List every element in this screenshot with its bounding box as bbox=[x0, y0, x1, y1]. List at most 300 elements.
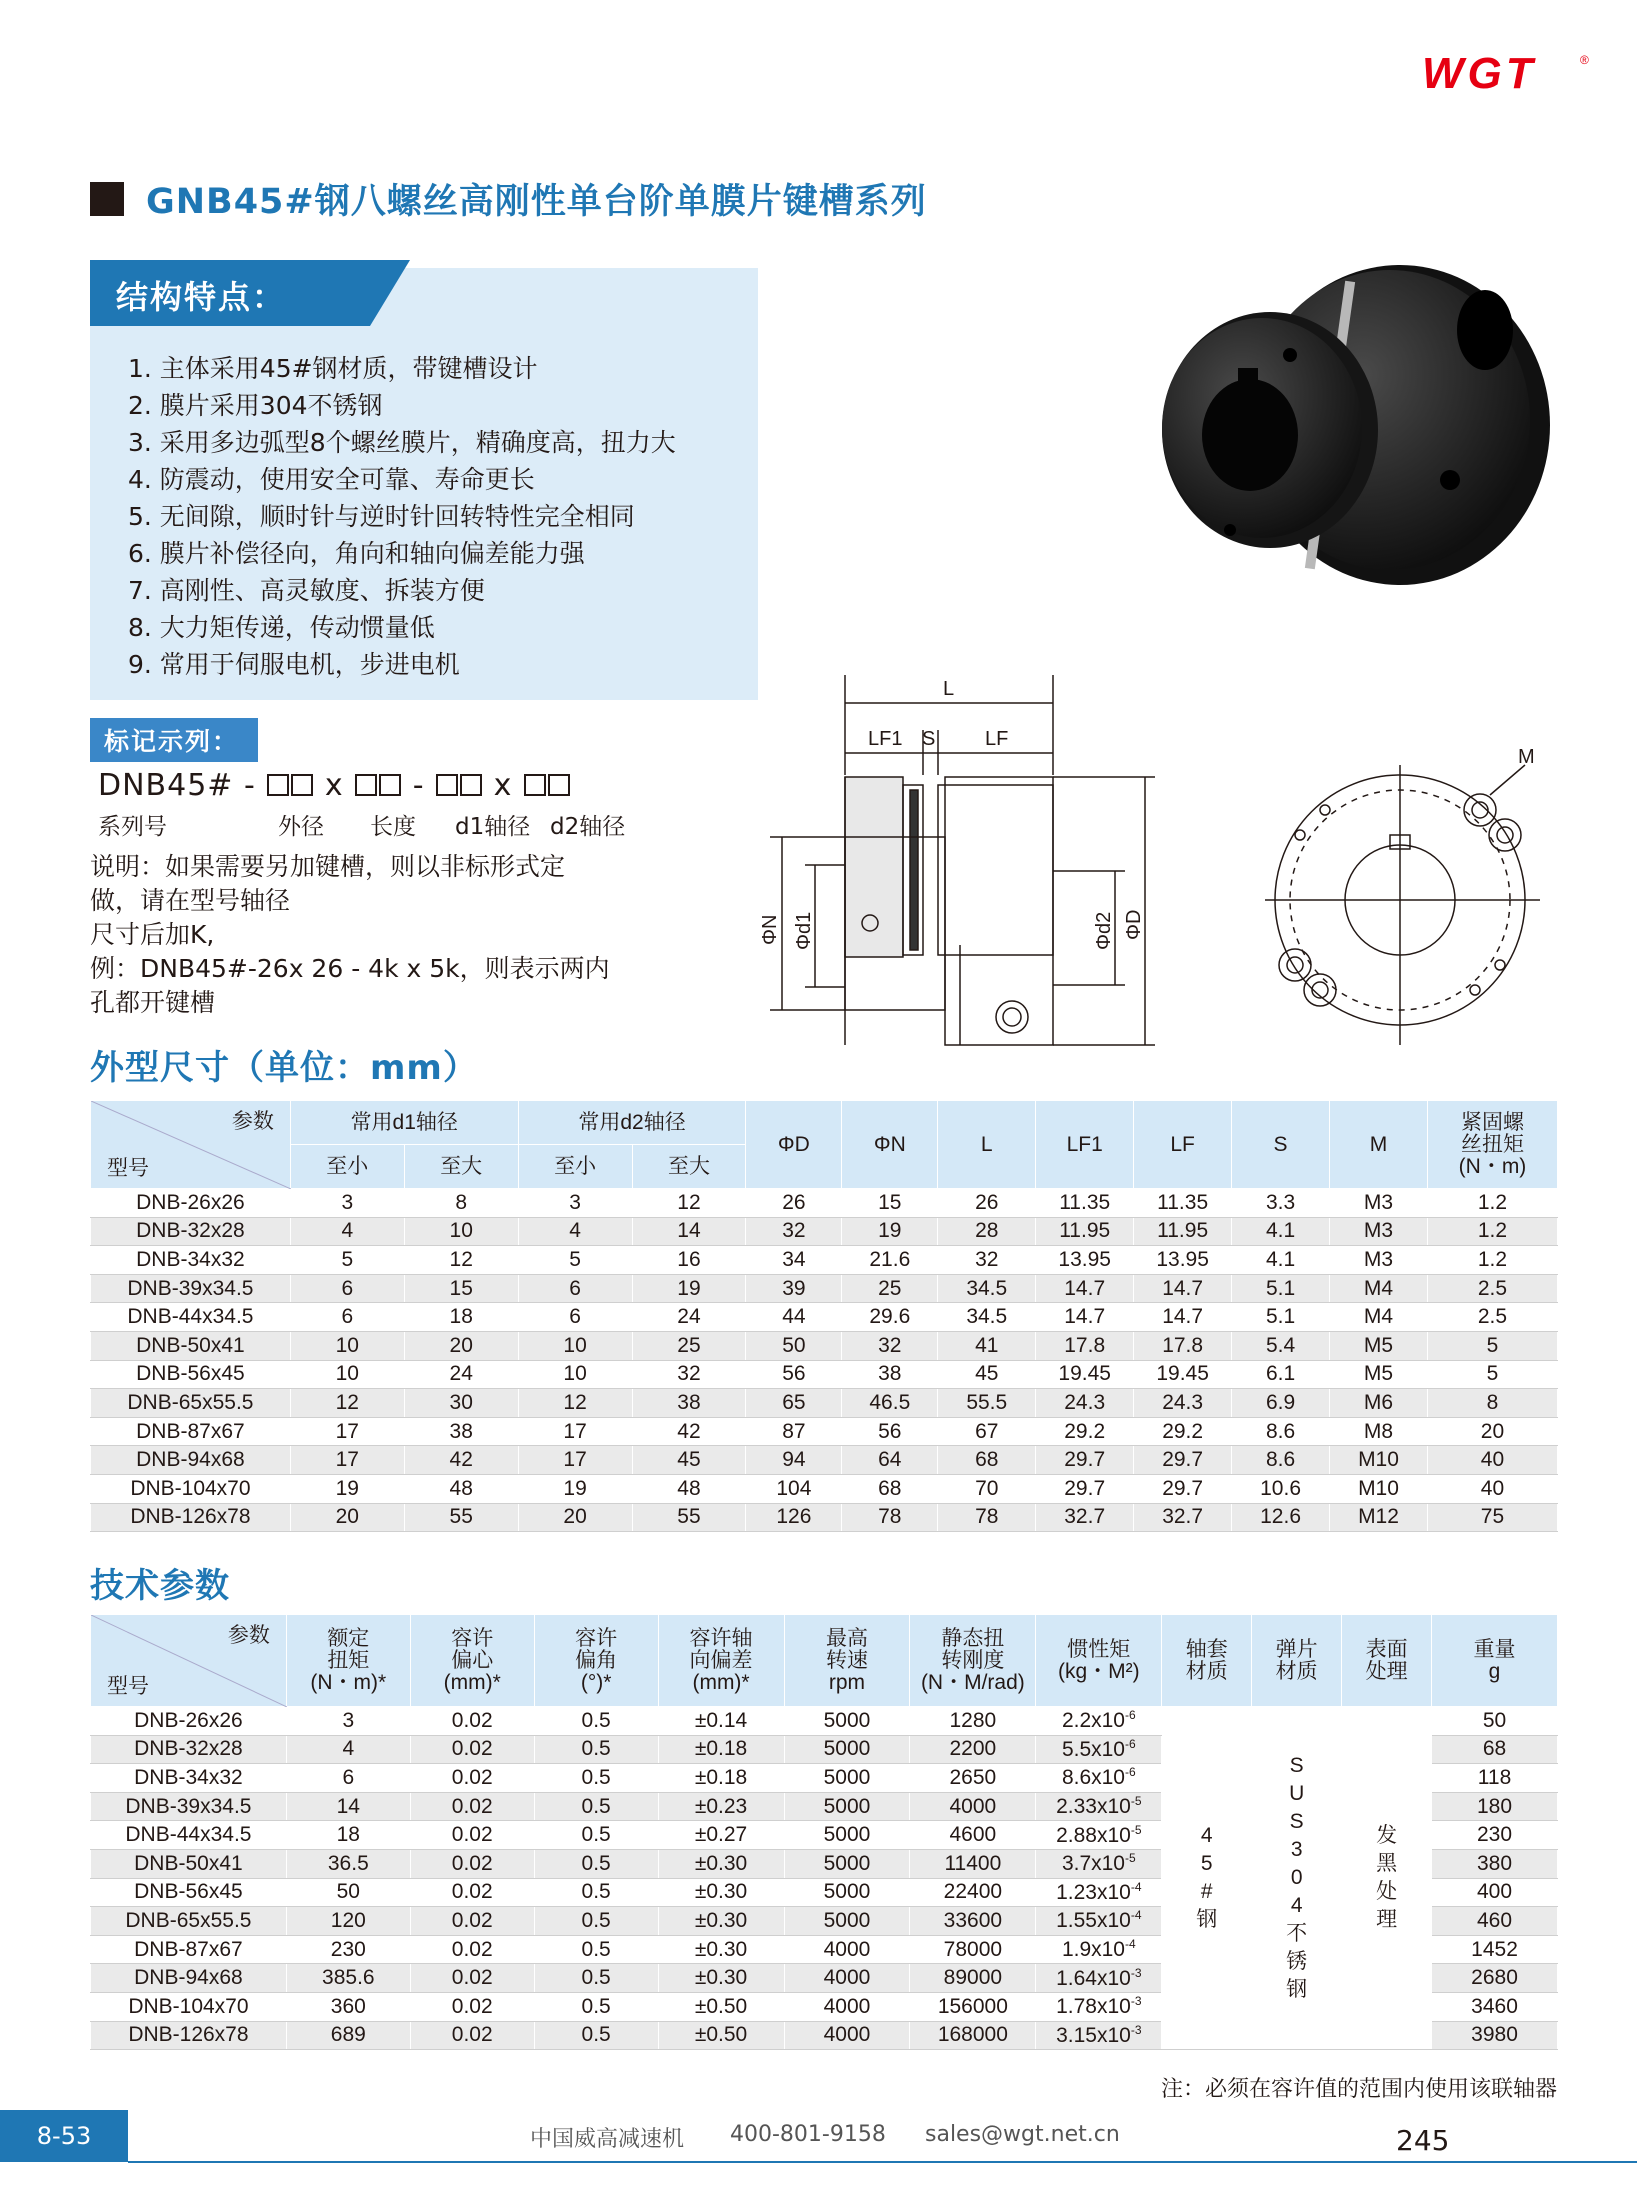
torque-header bbox=[1427, 1101, 1557, 1189]
features-list bbox=[128, 350, 676, 683]
dim-S: S bbox=[922, 728, 936, 750]
value-cell: 5000 bbox=[784, 1764, 910, 1793]
value-cell: 0.02 bbox=[410, 1964, 534, 1993]
value-cell: 126 bbox=[746, 1503, 842, 1532]
value-cell: 26 bbox=[746, 1189, 842, 1218]
value-cell: 0.5 bbox=[534, 1849, 658, 1878]
sleeve-material-char: # bbox=[1200, 1880, 1213, 1904]
value-cell: M4 bbox=[1330, 1274, 1428, 1303]
value-cell: 4 bbox=[286, 1735, 410, 1764]
value-cell: 0.5 bbox=[534, 1992, 658, 2021]
registered-mark: ® bbox=[1580, 53, 1589, 67]
col-header: ΦD bbox=[746, 1101, 842, 1189]
col-header: L bbox=[938, 1101, 1036, 1189]
value-cell: 40 bbox=[1427, 1474, 1557, 1503]
value-cell: 6 bbox=[286, 1764, 410, 1793]
table-row bbox=[91, 1707, 1558, 1736]
table-row bbox=[91, 1246, 1558, 1275]
value-cell: 6 bbox=[518, 1274, 632, 1303]
value-cell: 34.5 bbox=[938, 1303, 1036, 1332]
value-cell: ±0.30 bbox=[658, 1935, 784, 1964]
value-cell: 20 bbox=[1427, 1417, 1557, 1446]
inertia-mantissa: 3.7x10 bbox=[1061, 1852, 1125, 1876]
value-cell: 12 bbox=[404, 1246, 518, 1275]
value-cell: 10 bbox=[518, 1360, 632, 1389]
inertia-exponent: -3 bbox=[1130, 1994, 1142, 2009]
value-cell: ±0.30 bbox=[658, 1964, 784, 1993]
inertia-mantissa: 1.78x10 bbox=[1056, 1995, 1131, 2019]
note-line: 做，请在型号轴径 bbox=[90, 886, 291, 915]
col-header: S bbox=[1232, 1101, 1330, 1189]
value-cell: 11.95 bbox=[1134, 1217, 1232, 1246]
value-cell: 0.02 bbox=[410, 1992, 534, 2021]
section-number: 8-53 bbox=[0, 2110, 128, 2162]
param-label: 参数 bbox=[227, 1624, 270, 1647]
value-cell: M3 bbox=[1330, 1189, 1428, 1218]
model-cell: DNB-50x41 bbox=[91, 1331, 291, 1360]
value-cell: 5.1 bbox=[1232, 1303, 1330, 1332]
marking-label: 长度 bbox=[370, 814, 416, 840]
surface-treatment-char: 发 bbox=[1376, 1824, 1398, 1848]
surface-treatment-char: 处 bbox=[1376, 1880, 1398, 1904]
note-line: 说明：如果需要另加键槽，则以非标形式定 bbox=[90, 852, 566, 881]
value-cell: 29.2 bbox=[1036, 1417, 1134, 1446]
logo-text: WGT bbox=[1422, 52, 1537, 94]
placeholder-box bbox=[355, 774, 377, 796]
inertia-exponent: -5 bbox=[1130, 1794, 1142, 1809]
placeholder-box bbox=[436, 774, 458, 796]
value-cell: 11.35 bbox=[1134, 1189, 1232, 1218]
value-cell: 78000 bbox=[910, 1935, 1036, 1964]
placeholder-box bbox=[460, 774, 482, 796]
value-cell: ±0.50 bbox=[658, 2021, 784, 2050]
value-cell: 0.02 bbox=[410, 1907, 534, 1936]
spring-material bbox=[1252, 1707, 1342, 2050]
inertia-exponent: -3 bbox=[1130, 2022, 1142, 2037]
value-cell: 5 bbox=[290, 1246, 404, 1275]
inertia-cell bbox=[1036, 2021, 1162, 2050]
model-cell: DNB-104x70 bbox=[91, 1474, 291, 1503]
table-row bbox=[91, 1274, 1558, 1303]
value-cell: 0.02 bbox=[410, 1849, 534, 1878]
value-cell: 168000 bbox=[910, 2021, 1036, 2050]
placeholder-box bbox=[524, 774, 546, 796]
value-cell: 5 bbox=[518, 1246, 632, 1275]
value-cell: 24 bbox=[632, 1303, 746, 1332]
value-cell: 3 bbox=[286, 1707, 410, 1736]
value-cell: 0.5 bbox=[534, 1907, 658, 1936]
inertia-cell bbox=[1036, 1735, 1162, 1764]
spring-material-char: 4 bbox=[1290, 1894, 1303, 1918]
model-cell: DNB-94x68 bbox=[91, 1446, 291, 1475]
feature-item: 1. 主体采用45#钢材质，带键槽设计 bbox=[128, 354, 538, 383]
value-cell: 8 bbox=[1427, 1389, 1557, 1418]
dimensions-table bbox=[90, 1100, 1558, 1532]
placeholder-box bbox=[291, 774, 313, 796]
inertia-cell bbox=[1036, 1792, 1162, 1821]
inertia-mantissa: 2.88x10 bbox=[1056, 1823, 1131, 1847]
dimensions-body bbox=[91, 1189, 1558, 1532]
sleeve-material bbox=[1162, 1707, 1252, 2050]
value-cell: 8.6 bbox=[1232, 1417, 1330, 1446]
table-row bbox=[91, 1331, 1558, 1360]
value-cell: 32.7 bbox=[1036, 1503, 1134, 1532]
value-cell: 2.5 bbox=[1427, 1274, 1557, 1303]
value-cell: 120 bbox=[286, 1907, 410, 1936]
model-cell: DNB-34x32 bbox=[91, 1246, 291, 1275]
phone: 400-801-9158 bbox=[730, 2122, 886, 2147]
model-cell: DNB-87x67 bbox=[91, 1935, 287, 1964]
value-cell: 19 bbox=[632, 1274, 746, 1303]
header-line: 丝扭矩 bbox=[1460, 1132, 1524, 1156]
marking-label: d2轴径 bbox=[550, 814, 626, 840]
col-header: 惯性矩 (kg・M²) bbox=[1036, 1615, 1162, 1707]
value-cell: 12 bbox=[632, 1189, 746, 1218]
value-cell: 2.5 bbox=[1427, 1303, 1557, 1332]
value-cell: 5000 bbox=[784, 1707, 910, 1736]
sleeve-material-char: 5 bbox=[1200, 1852, 1213, 1876]
model-cell: DNB-56x45 bbox=[91, 1878, 287, 1907]
table-row bbox=[91, 1389, 1558, 1418]
value-cell: 89000 bbox=[910, 1964, 1036, 1993]
value-cell: 0.02 bbox=[410, 1792, 534, 1821]
max-header: 至大 bbox=[404, 1145, 518, 1189]
weight-cell: 2680 bbox=[1432, 1964, 1558, 1993]
weight-cell: 180 bbox=[1432, 1792, 1558, 1821]
value-cell: 87 bbox=[746, 1417, 842, 1446]
value-cell: 19.45 bbox=[1134, 1360, 1232, 1389]
value-cell: 14.7 bbox=[1036, 1274, 1134, 1303]
value-cell: 16 bbox=[632, 1246, 746, 1275]
model-cell: DNB-34x32 bbox=[91, 1764, 287, 1793]
marking-heading: 标记示列： bbox=[104, 727, 240, 756]
table-row bbox=[91, 1446, 1558, 1475]
dimensions-heading: 外型尺寸（单位：mm） bbox=[90, 1048, 478, 1088]
value-cell: 5000 bbox=[784, 1849, 910, 1878]
model-cell: DNB-65x55.5 bbox=[91, 1389, 291, 1418]
weight-cell: 460 bbox=[1432, 1907, 1558, 1936]
value-cell: 14.7 bbox=[1134, 1274, 1232, 1303]
inertia-cell bbox=[1036, 1764, 1162, 1793]
marking-x: x bbox=[324, 768, 344, 803]
value-cell: 17 bbox=[290, 1417, 404, 1446]
weight-cell: 230 bbox=[1432, 1821, 1558, 1850]
inertia-cell bbox=[1036, 1707, 1162, 1736]
inertia-exponent: -6 bbox=[1125, 1736, 1136, 1751]
value-cell: ±0.18 bbox=[658, 1735, 784, 1764]
value-cell: 5.4 bbox=[1232, 1331, 1330, 1360]
value-cell: 48 bbox=[404, 1474, 518, 1503]
value-cell: 41 bbox=[938, 1331, 1036, 1360]
value-cell: 1.2 bbox=[1427, 1189, 1557, 1218]
value-cell: 1280 bbox=[910, 1707, 1036, 1736]
value-cell: 29.2 bbox=[1134, 1417, 1232, 1446]
value-cell: 0.02 bbox=[410, 1707, 534, 1736]
value-cell: 68 bbox=[938, 1446, 1036, 1475]
value-cell: 156000 bbox=[910, 1992, 1036, 2021]
inertia-cell bbox=[1036, 1935, 1162, 1964]
inertia-exponent: -5 bbox=[1130, 1822, 1142, 1837]
weight-cell: 118 bbox=[1432, 1764, 1558, 1793]
value-cell: 20 bbox=[404, 1331, 518, 1360]
weight-cell: 1452 bbox=[1432, 1935, 1558, 1964]
table-row bbox=[91, 1303, 1558, 1332]
feature-item: 2. 膜片采用304不锈钢 bbox=[128, 391, 383, 420]
spring-material-char: 钢 bbox=[1286, 1978, 1308, 2002]
spring-material-char: 锈 bbox=[1286, 1950, 1308, 1974]
feature-item: 5. 无间隙，顺时针与逆时针回转特性完全相同 bbox=[128, 502, 635, 531]
value-cell: 19 bbox=[290, 1474, 404, 1503]
value-cell: 56 bbox=[746, 1360, 842, 1389]
placeholder-box bbox=[548, 774, 570, 796]
marking-label: 系列号 bbox=[98, 814, 167, 840]
value-cell: 8.6 bbox=[1232, 1446, 1330, 1475]
value-cell: M4 bbox=[1330, 1303, 1428, 1332]
value-cell: 29.7 bbox=[1036, 1446, 1134, 1475]
value-cell: 12 bbox=[518, 1389, 632, 1418]
value-cell: 26 bbox=[938, 1189, 1036, 1218]
value-cell: 19 bbox=[518, 1474, 632, 1503]
value-cell: 11400 bbox=[910, 1849, 1036, 1878]
inertia-mantissa: 3.15x10 bbox=[1056, 2023, 1131, 2047]
min-header: 至小 bbox=[290, 1145, 404, 1189]
table-row bbox=[91, 1360, 1558, 1389]
col-header: LF bbox=[1134, 1101, 1232, 1189]
value-cell: 0.02 bbox=[410, 1735, 534, 1764]
value-cell: 10 bbox=[290, 1360, 404, 1389]
value-cell: 20 bbox=[518, 1503, 632, 1532]
value-cell: 13.95 bbox=[1134, 1246, 1232, 1275]
table-row bbox=[91, 1217, 1558, 1246]
inertia-exponent: -3 bbox=[1130, 1965, 1142, 1980]
model-cell: DNB-94x68 bbox=[91, 1964, 287, 1993]
note-line: 例：DNB45#-26x 26 - 4k x 5k，则表示两内 bbox=[90, 954, 610, 983]
placeholder-box bbox=[267, 774, 289, 796]
footnote: 注：必须在容许值的范围内使用该联轴器 bbox=[1160, 2077, 1557, 2102]
marking-x: x bbox=[493, 768, 513, 803]
value-cell: 78 bbox=[842, 1503, 938, 1532]
feature-item: 6. 膜片补偿径向，角向和轴向偏差能力强 bbox=[128, 539, 585, 568]
value-cell: ±0.27 bbox=[658, 1821, 784, 1850]
model-label: 型号 bbox=[107, 1157, 149, 1180]
inertia-cell bbox=[1036, 1878, 1162, 1907]
dim-D: ΦD bbox=[1123, 909, 1145, 940]
inertia-exponent: -5 bbox=[1125, 1851, 1136, 1866]
side-view-drawing bbox=[750, 665, 1190, 1065]
value-cell: 360 bbox=[286, 1992, 410, 2021]
coupling-photo bbox=[1150, 250, 1570, 620]
value-cell: 0.5 bbox=[534, 1764, 658, 1793]
value-cell: 0.02 bbox=[410, 1764, 534, 1793]
value-cell: 17 bbox=[518, 1417, 632, 1446]
value-cell: 64 bbox=[842, 1446, 938, 1475]
value-cell: ±0.30 bbox=[658, 1849, 784, 1878]
value-cell: ±0.30 bbox=[658, 1878, 784, 1907]
value-cell: ±0.50 bbox=[658, 1992, 784, 2021]
spring-material-char: S bbox=[1289, 1810, 1304, 1834]
value-cell: 42 bbox=[404, 1446, 518, 1475]
value-cell: 68 bbox=[842, 1474, 938, 1503]
value-cell: 1.2 bbox=[1427, 1246, 1557, 1275]
tech-table bbox=[90, 1614, 1558, 2050]
dim-LF1: LF1 bbox=[868, 728, 903, 750]
inertia-mantissa: 5.5x10 bbox=[1061, 1737, 1125, 1761]
value-cell: 40 bbox=[1427, 1446, 1557, 1475]
tech-body bbox=[91, 1707, 1558, 2050]
value-cell: 45 bbox=[938, 1360, 1036, 1389]
spring-material-char: S bbox=[1289, 1754, 1304, 1778]
min-header: 至小 bbox=[518, 1145, 632, 1189]
feature-item: 3. 采用多边弧型8个螺丝膜片，精确度高，扭力大 bbox=[128, 428, 676, 457]
value-cell: 29.6 bbox=[842, 1303, 938, 1332]
marking-prefix: DNB45# - bbox=[98, 768, 256, 803]
value-cell: 0.5 bbox=[534, 1964, 658, 1993]
col-header: M bbox=[1330, 1101, 1428, 1189]
tech-heading: 技术参数 bbox=[90, 1566, 230, 1606]
inertia-mantissa: 2.2x10 bbox=[1061, 1709, 1125, 1733]
value-cell: 94 bbox=[746, 1446, 842, 1475]
value-cell: 32.7 bbox=[1134, 1503, 1232, 1532]
dim-d2: Φd2 bbox=[1093, 911, 1115, 950]
dim-LF: LF bbox=[985, 728, 1009, 750]
weight-cell: 68 bbox=[1432, 1735, 1558, 1764]
value-cell: 6 bbox=[290, 1303, 404, 1332]
inertia-cell bbox=[1036, 1992, 1162, 2021]
value-cell: 56 bbox=[842, 1417, 938, 1446]
value-cell: 46.5 bbox=[842, 1389, 938, 1418]
value-cell: 385.6 bbox=[286, 1964, 410, 1993]
value-cell: 0.5 bbox=[534, 1935, 658, 1964]
value-cell: 38 bbox=[404, 1417, 518, 1446]
sleeve-material-char: 钢 bbox=[1196, 1908, 1218, 1932]
feature-item: 4. 防震动，使用安全可靠、寿命更长 bbox=[128, 465, 535, 494]
note-line: 尺寸后加K, bbox=[90, 920, 215, 949]
value-cell: M8 bbox=[1330, 1417, 1428, 1446]
model-cell: DNB-65x55.5 bbox=[91, 1907, 287, 1936]
wgt-logo bbox=[1422, 52, 1592, 94]
value-cell: 6.9 bbox=[1232, 1389, 1330, 1418]
value-cell: 4000 bbox=[784, 2021, 910, 2050]
value-cell: 12.6 bbox=[1232, 1503, 1330, 1532]
value-cell: 20 bbox=[290, 1503, 404, 1532]
value-cell: 18 bbox=[286, 1821, 410, 1850]
features-heading: 结构特点： bbox=[116, 278, 287, 316]
value-cell: M10 bbox=[1330, 1446, 1428, 1475]
value-cell: 5 bbox=[1427, 1331, 1557, 1360]
inertia-cell bbox=[1036, 1849, 1162, 1878]
model-cell: DNB-44x34.5 bbox=[91, 1821, 287, 1850]
value-cell: 5000 bbox=[784, 1878, 910, 1907]
model-cell: DNB-87x67 bbox=[91, 1417, 291, 1446]
value-cell: ±0.23 bbox=[658, 1792, 784, 1821]
value-cell: 18 bbox=[404, 1303, 518, 1332]
max-header: 至大 bbox=[632, 1145, 746, 1189]
inertia-exponent: -6 bbox=[1125, 1765, 1136, 1780]
value-cell: 0.5 bbox=[534, 2021, 658, 2050]
value-cell: 0.5 bbox=[534, 1821, 658, 1850]
value-cell: 55 bbox=[404, 1503, 518, 1532]
value-cell: M3 bbox=[1330, 1217, 1428, 1246]
value-cell: 21.6 bbox=[842, 1246, 938, 1275]
value-cell: 8 bbox=[404, 1189, 518, 1218]
value-cell: 32 bbox=[746, 1217, 842, 1246]
value-cell: 6 bbox=[518, 1303, 632, 1332]
value-cell: 70 bbox=[938, 1474, 1036, 1503]
value-cell: 4600 bbox=[910, 1821, 1036, 1850]
value-cell: 2200 bbox=[910, 1735, 1036, 1764]
model-cell: DNB-26x26 bbox=[91, 1189, 291, 1218]
value-cell: 24.3 bbox=[1134, 1389, 1232, 1418]
spring-material-char: 不 bbox=[1286, 1922, 1308, 1946]
value-cell: 1.2 bbox=[1427, 1217, 1557, 1246]
col-header: 表面 处理 bbox=[1342, 1615, 1432, 1707]
inertia-cell bbox=[1036, 1821, 1162, 1850]
value-cell: 14 bbox=[632, 1217, 746, 1246]
value-cell: 38 bbox=[842, 1360, 938, 1389]
value-cell: 5000 bbox=[784, 1792, 910, 1821]
col-header: 弹片 材质 bbox=[1252, 1615, 1342, 1707]
value-cell: 3 bbox=[290, 1189, 404, 1218]
value-cell: M12 bbox=[1330, 1503, 1428, 1532]
inertia-cell bbox=[1036, 1907, 1162, 1936]
value-cell: 32 bbox=[938, 1246, 1036, 1275]
value-cell: 75 bbox=[1427, 1503, 1557, 1532]
value-cell: 22400 bbox=[910, 1878, 1036, 1907]
value-cell: 39 bbox=[746, 1274, 842, 1303]
value-cell: 4 bbox=[290, 1217, 404, 1246]
model-cell: DNB-56x45 bbox=[91, 1360, 291, 1389]
value-cell: 4.1 bbox=[1232, 1217, 1330, 1246]
inertia-mantissa: 2.33x10 bbox=[1056, 1795, 1131, 1819]
col-header: 额定 扭矩 (N・m)* bbox=[286, 1615, 410, 1707]
value-cell: 11.95 bbox=[1036, 1217, 1134, 1246]
value-cell: 42 bbox=[632, 1417, 746, 1446]
page-title: GNB45#钢八螺丝高刚性单台阶单膜片键槽系列 bbox=[146, 182, 927, 222]
col-header: 容许轴 向偏差 (mm)* bbox=[658, 1615, 784, 1707]
param-label: 参数 bbox=[231, 1110, 274, 1133]
header-line: 紧固螺 bbox=[1460, 1110, 1524, 1134]
inertia-mantissa: 1.23x10 bbox=[1056, 1880, 1131, 1904]
model-cell: DNB-50x41 bbox=[91, 1849, 287, 1878]
weight-cell: 3460 bbox=[1432, 1992, 1558, 2021]
value-cell: ±0.30 bbox=[658, 1907, 784, 1936]
weight-cell: 3980 bbox=[1432, 2021, 1558, 2050]
col-header: 静态扭 转刚度 (N・M/rad) bbox=[910, 1615, 1036, 1707]
value-cell: 30 bbox=[404, 1389, 518, 1418]
col-header: 重量 g bbox=[1432, 1615, 1558, 1707]
value-cell: 55 bbox=[632, 1503, 746, 1532]
value-cell: 14.7 bbox=[1036, 1303, 1134, 1332]
value-cell: 65 bbox=[746, 1389, 842, 1418]
value-cell: 36.5 bbox=[286, 1849, 410, 1878]
value-cell: 44 bbox=[746, 1303, 842, 1332]
header-line: (N・m) bbox=[1458, 1154, 1527, 1178]
value-cell: 33600 bbox=[910, 1907, 1036, 1936]
model-cell: DNB-104x70 bbox=[91, 1992, 287, 2021]
value-cell: 104 bbox=[746, 1474, 842, 1503]
note-line: 孔都开键槽 bbox=[90, 988, 216, 1017]
value-cell: 34 bbox=[746, 1246, 842, 1275]
feature-item: 7. 高刚性、高灵敏度、拆装方便 bbox=[128, 576, 485, 605]
value-cell: 32 bbox=[632, 1360, 746, 1389]
weight-cell: 50 bbox=[1432, 1707, 1558, 1736]
value-cell: 55.5 bbox=[938, 1389, 1036, 1418]
inertia-exponent: -6 bbox=[1125, 1708, 1136, 1723]
marking-label: d1轴径 bbox=[455, 814, 531, 840]
page-number: 245 bbox=[1396, 2124, 1450, 2157]
value-cell: 10 bbox=[518, 1331, 632, 1360]
d2-group-header: 常用d2轴径 bbox=[518, 1101, 746, 1145]
